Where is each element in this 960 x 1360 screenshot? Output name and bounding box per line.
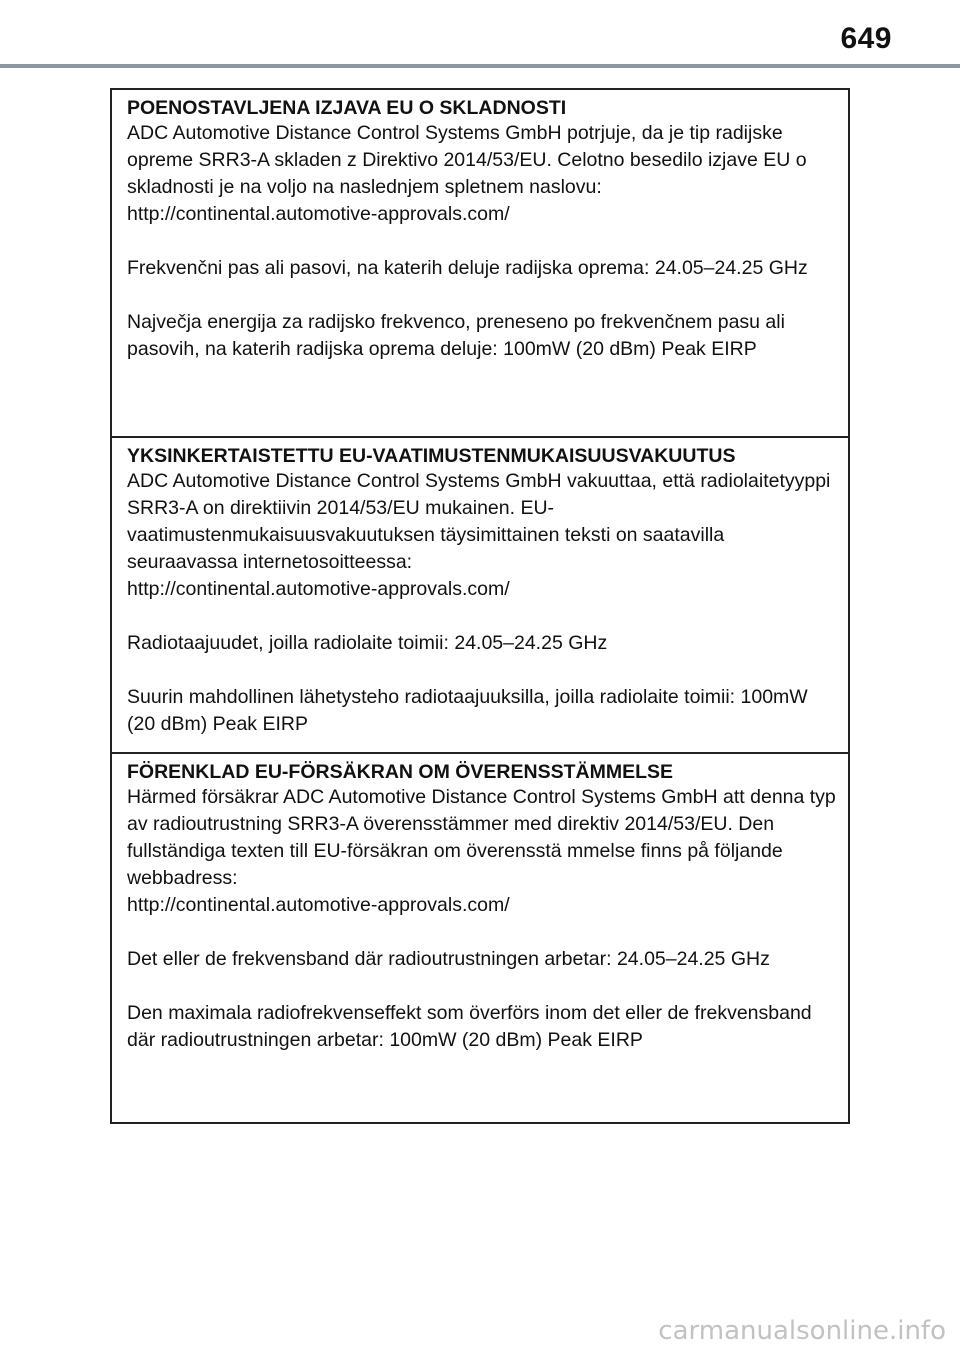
declaration-body: ADC Automotive Distance Control Systems GmbH vakuuttaa, että radiolaitetyyppi SRR3-A on direktiivin 2014/53/EU mukainen. EU-vaatimustenmukaisuusvakuutuksen täysimittainen teksti on saatavilla seuraavassa internetosoitteessa:: [127, 470, 831, 573]
declarations-box: [110, 88, 850, 1124]
declaration-text: [127, 784, 836, 919]
section-heading: YKSINKERTAISTETTU EU-VAATIMUSTENMUKAISUUSVAKUUTUS: [127, 445, 736, 467]
watermark: carmanualsonline.info: [658, 1316, 946, 1346]
declaration-url: http://continental.automotive-approvals.com/: [127, 894, 510, 916]
header-rule: [0, 64, 960, 68]
section-heading: POENOSTAVLJENA IZJAVA EU O SKLADNOSTI: [127, 97, 567, 119]
declaration-text: [127, 468, 836, 603]
declaration-body: Härmed försäkrar ADC Automotive Distance Control Systems GmbH att denna typ av radioutrustning SRR3-A överensstämmer med direktiv 2014/53/EU. Den fullständiga texten till EU-försäkran om överensstä mmelse finns på följande webbadress:: [127, 786, 836, 889]
declaration-swedish: [112, 754, 848, 1122]
declaration-slovenian: [112, 90, 848, 438]
declaration-url: http://continental.automotive-approvals.com/: [127, 578, 510, 600]
frequency-band-text: Det eller de frekvensband där radioutrustningen arbetar: 24.05–24.25 GHz: [127, 948, 770, 970]
frequency-band-text: Frekvenčni pas ali pasovi, na katerih deluje radijska oprema: 24.05–24.25 GHz: [127, 257, 808, 279]
frequency-band-text: Radiotaajuudet, joilla radiolaite toimii: 24.05–24.25 GHz: [127, 632, 608, 654]
max-power-text: Suurin mahdollinen lähetysteho radiotaajuuksilla, joilla radiolaite toimii: 100mW (20 dBm) Peak EIRP: [127, 686, 808, 735]
max-power-text: Največja energija za radijsko frekvenco, preneseno po frekvenčnem pasu ali pasovih, na katerih radijska oprema deluje: 100mW (20 dBm) Peak EIRP: [127, 311, 785, 360]
section-heading: FÖRENKLAD EU-FÖRSÄKRAN OM ÖVERENSSTÄMMELSE: [127, 761, 674, 783]
declaration-body: ADC Automotive Distance Control Systems GmbH potrjuje, da je tip radijske opreme SRR3-A skladen z Direktivo 2014/53/EU. Celotno besedilo izjave EU o skladnosti je na voljo na naslednjem spletnem naslovu:: [127, 122, 807, 198]
max-power-text: Den maximala radiofrekvenseffekt som överförs inom det eller de frekvensband där radioutrustningen arbetar: 100mW (20 dBm) Peak EIRP: [127, 1002, 812, 1051]
declaration-finnish: [112, 438, 848, 754]
declaration-text: [127, 120, 836, 228]
declaration-url: http://continental.automotive-approvals.com/: [127, 203, 510, 225]
page-number: 649: [840, 22, 892, 55]
